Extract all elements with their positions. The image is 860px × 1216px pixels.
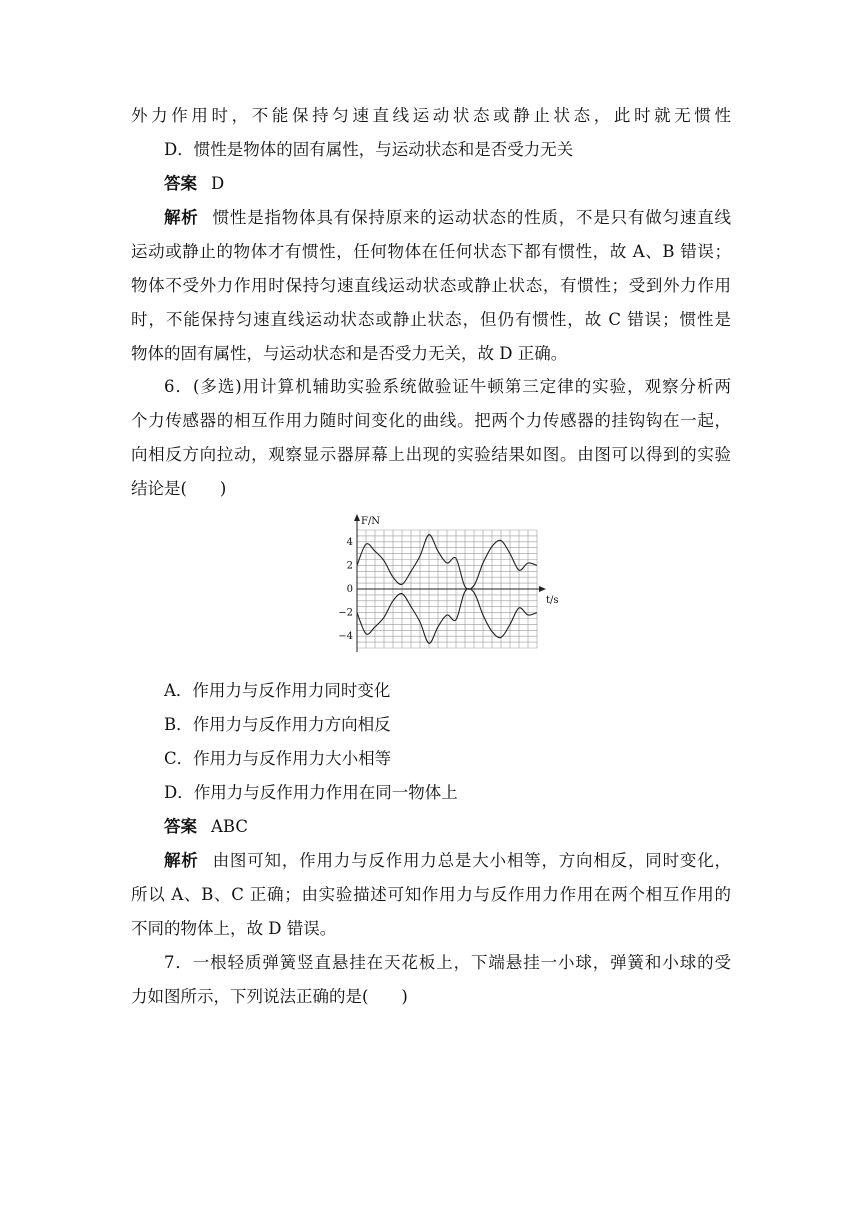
option-d: D．作用力与反作用力作用在同一物体上 [164, 783, 458, 802]
answer-label: 答案 [164, 174, 197, 193]
text-line: 力如图所示，下列说法正确的是( ) [131, 987, 408, 1006]
analysis-text: 由图可知，作用力与反作用力总是大小相等，方向相反，同时变化， [212, 851, 732, 870]
text-line: 结论是( ) [131, 479, 227, 498]
option-b: B．作用力与反作用力方向相反 [164, 715, 391, 734]
answer-label: 答案 [164, 817, 197, 836]
answer-value: D [211, 174, 225, 193]
option-a: A．作用力与反作用力同时变化 [164, 681, 391, 700]
y-tick-label: −2 [338, 607, 353, 619]
x-axis-arrow [539, 586, 546, 592]
y-tick-label: 4 [346, 536, 353, 548]
option-c: C．作用力与反作用力大小相等 [164, 749, 392, 768]
text-line: 运动或静止的物体才有惯性，任何物体在任何状态下都有惯性，故 A、B 错误； [131, 242, 731, 261]
x-axis-label: t/s [546, 595, 559, 606]
analysis-line [164, 851, 731, 871]
text-line: 物体不受外力作用时保持匀速直线运动状态或静止状态，有惯性；受到外力作用 [131, 276, 731, 295]
option-d: D．惯性是物体的固有属性，与运动状态和是否受力无关 [164, 140, 574, 159]
analysis-label: 解析 [164, 851, 199, 870]
y-axis-label: F/N [361, 516, 381, 527]
text-line: 时，不能保持匀速直线运动状态或静止状态，但仍有惯性，故 C 错误；惯性是 [131, 310, 731, 329]
answer-value: ABC [211, 817, 248, 836]
question-6: 6．(多选)用计算机辅助实验系统做验证牛顿第三定律的实验，观察分析两 [164, 377, 731, 396]
chart-svg [325, 510, 565, 660]
force-time-chart [325, 510, 565, 660]
text-line: 所以 A、B、C 正确；由实验描述可知作用力与反作用力作用在两个相互作用的 [131, 885, 731, 904]
analysis-text: 惯性是指物体具有保持原来的运动状态的性质，不是只有做匀速直线 [212, 208, 732, 227]
answer-line [164, 817, 731, 837]
text-line: 外力作用时，不能保持匀速直线运动状态或静止状态，此时就无惯性 [131, 106, 731, 125]
text-line: 向相反方向拉动，观察显示器屏幕上出现的实验结果如图。由图可以得到的实验 [131, 445, 731, 464]
analysis-label: 解析 [164, 208, 199, 227]
analysis-line [164, 208, 731, 228]
y-axis-arrow [354, 514, 360, 521]
question-7: 7．一根轻质弹簧竖直悬挂在天花板上，下端悬挂一小球，弹簧和小球的受 [164, 953, 731, 972]
y-tick-label: 2 [346, 560, 353, 572]
text-line: 物体的固有属性，与运动状态和是否受力无关，故 D 正确。 [131, 344, 568, 363]
y-tick-label: 0 [346, 584, 353, 595]
text-line: 个力传感器的相互作用力随时间变化的曲线。把两个力传感器的挂钩钩在一起， [131, 411, 731, 430]
text-line: 不同的物体上，故 D 错误。 [131, 919, 337, 938]
y-tick-label: −4 [338, 631, 353, 643]
answer-line [164, 174, 731, 194]
